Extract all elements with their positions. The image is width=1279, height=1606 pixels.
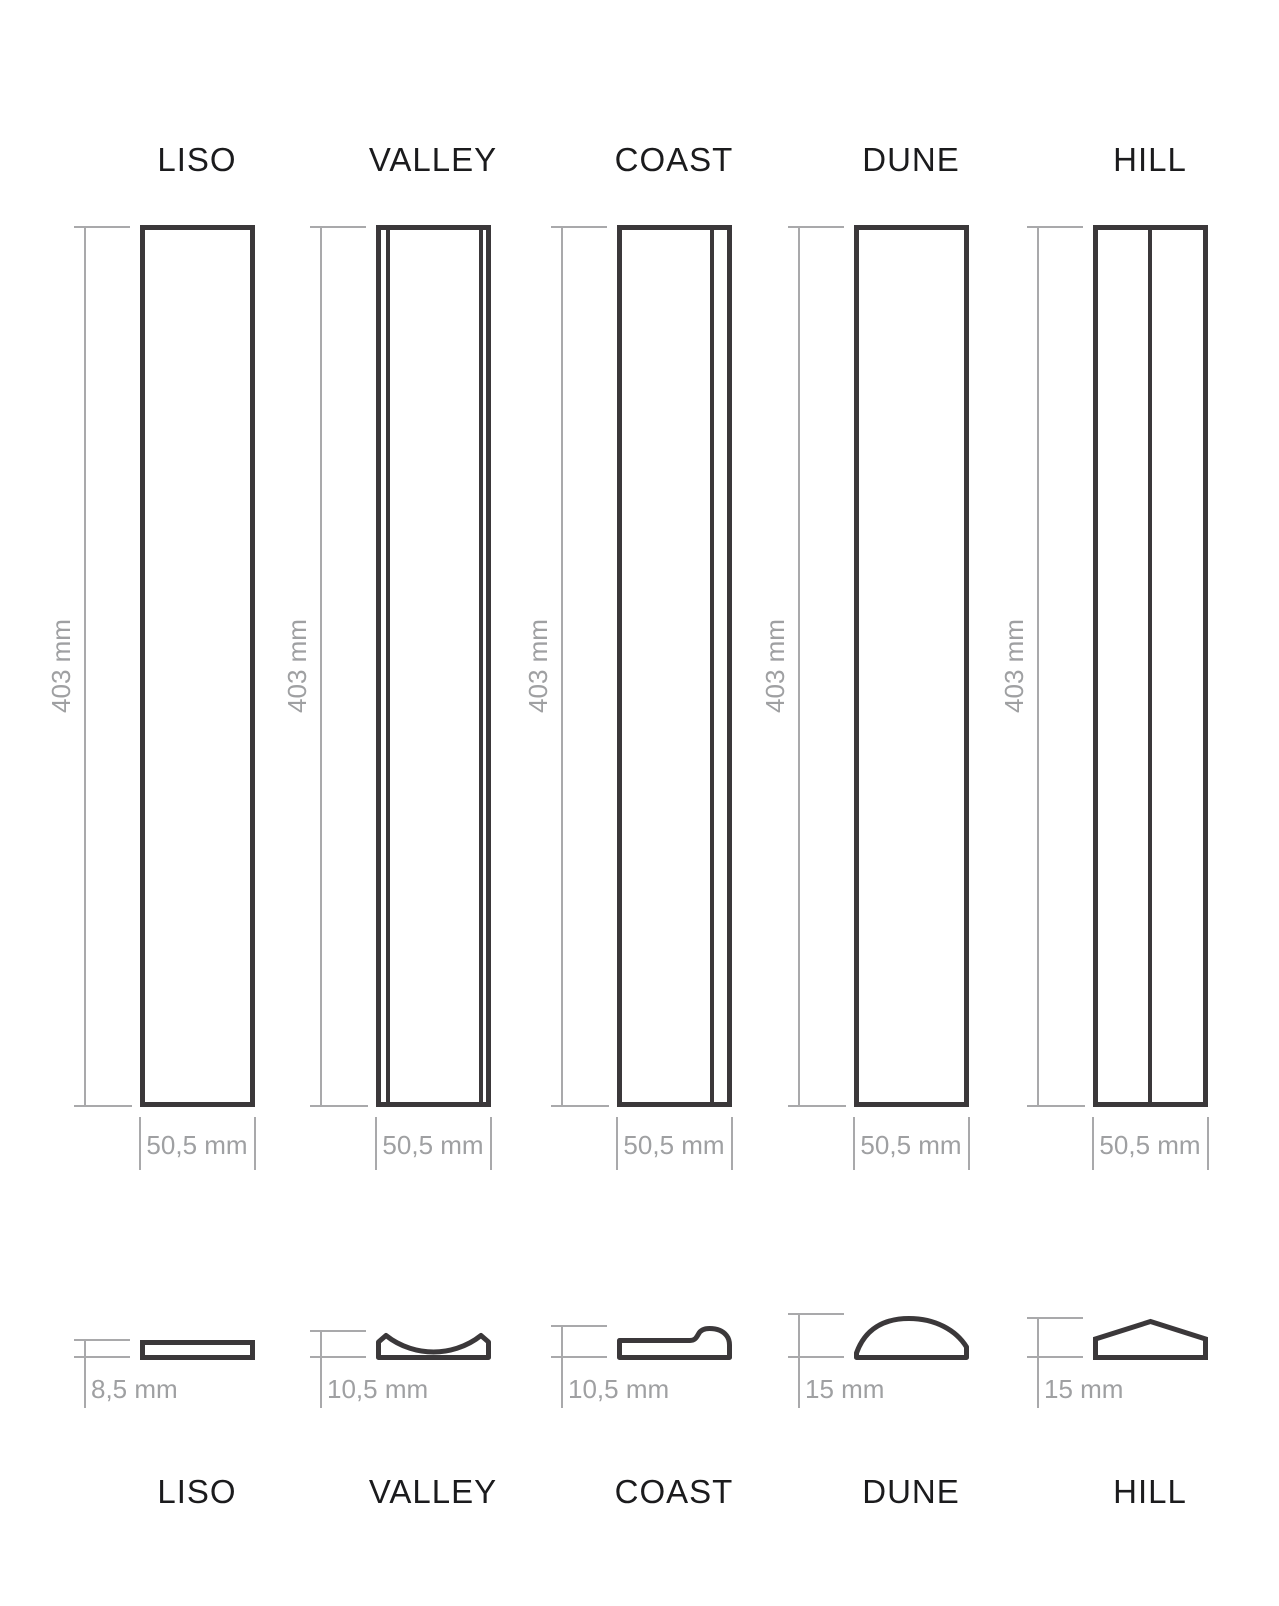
height-dimension-tick-bottom	[788, 1105, 846, 1107]
valley-edge-line-left	[386, 230, 390, 1102]
thickness-dimension-tick-top	[1027, 1317, 1083, 1319]
front-view-valley	[376, 225, 491, 1107]
front-view-hill	[1093, 225, 1208, 1107]
height-dimension-tick-top	[1027, 226, 1083, 228]
height-dimension-label: 403 mm	[523, 619, 553, 713]
thickness-dimension-tick-bottom	[310, 1356, 366, 1358]
height-dimension-line	[1037, 226, 1039, 1107]
height-dimension-tick-bottom	[74, 1105, 132, 1107]
height-dimension-tick-top	[551, 226, 607, 228]
width-dimension-label: 50,5 mm	[623, 1130, 725, 1160]
thickness-dimension-tick-bottom	[1027, 1356, 1083, 1358]
height-dimension-tick-top	[788, 226, 844, 228]
profile-view-liso	[140, 1340, 255, 1360]
height-dimension-tick-top	[74, 226, 130, 228]
height-dimension-line	[320, 226, 322, 1107]
valley-edge-line-right	[479, 230, 483, 1102]
profile-shape-hill	[1095, 1322, 1205, 1358]
thickness-dimension-tick-bottom	[788, 1356, 844, 1358]
tile-column-liso	[46, 0, 322, 1606]
tile-column-coast	[523, 0, 799, 1606]
thickness-dimension-label: 15 mm	[1044, 1374, 1124, 1404]
height-dimension-tick-bottom	[310, 1105, 368, 1107]
thickness-dimension-label: 10,5 mm	[327, 1374, 429, 1404]
tile-name-bottom: DUNE	[862, 1473, 960, 1510]
tile-name-top: DUNE	[862, 141, 960, 178]
front-view-dune	[854, 225, 969, 1107]
thickness-dimension-tick-top	[74, 1339, 130, 1341]
front-view-coast	[617, 225, 732, 1107]
width-dimension-label: 50,5 mm	[382, 1130, 484, 1160]
width-dimension-label: 50,5 mm	[146, 1130, 248, 1160]
height-dimension-tick-bottom	[1027, 1105, 1085, 1107]
thickness-dimension-tick-top	[788, 1313, 844, 1315]
front-view-liso	[140, 225, 255, 1107]
width-dimension-label: 50,5 mm	[1099, 1130, 1201, 1160]
height-dimension-label: 403 mm	[760, 619, 790, 713]
tile-name-bottom: LISO	[157, 1473, 237, 1510]
tile-name-top: HILL	[1113, 141, 1187, 178]
height-dimension-line	[561, 226, 563, 1107]
thickness-dimension-line	[561, 1326, 563, 1408]
profile-view-hill	[1093, 1318, 1208, 1360]
thickness-dimension-line	[1037, 1318, 1039, 1408]
profile-shape-dune	[856, 1319, 966, 1358]
tile-name-top: COAST	[614, 141, 734, 178]
thickness-dimension-line	[84, 1340, 86, 1408]
height-dimension-label: 403 mm	[282, 619, 312, 713]
profile-shape-coast	[619, 1329, 729, 1358]
height-dimension-tick-bottom	[551, 1105, 609, 1107]
thickness-dimension-line	[798, 1314, 800, 1408]
thickness-dimension-tick-bottom	[551, 1356, 607, 1358]
thickness-dimension-tick-top	[551, 1325, 607, 1327]
coast-lip-line-right	[710, 230, 715, 1102]
tile-name-top: LISO	[157, 141, 237, 178]
profile-view-coast	[617, 1326, 732, 1360]
tile-name-top: VALLEY	[368, 141, 498, 178]
tile-name-bottom: VALLEY	[368, 1473, 498, 1510]
height-dimension-label: 403 mm	[46, 619, 76, 713]
profile-view-valley	[376, 1331, 491, 1360]
thickness-dimension-tick-top	[310, 1330, 366, 1332]
thickness-dimension-tick-bottom	[74, 1356, 130, 1358]
height-dimension-line	[798, 226, 800, 1107]
thickness-dimension-label: 15 mm	[805, 1374, 885, 1404]
thickness-dimension-label: 8,5 mm	[91, 1374, 178, 1404]
tile-column-dune	[760, 0, 1036, 1606]
profile-view-dune	[854, 1314, 969, 1360]
hill-ridge-line-center	[1148, 230, 1153, 1102]
tile-name-bottom: COAST	[614, 1473, 734, 1510]
tile-column-valley	[282, 0, 558, 1606]
thickness-dimension-line	[320, 1331, 322, 1408]
height-dimension-line	[84, 226, 86, 1107]
tile-column-hill	[999, 0, 1275, 1606]
profile-shape-valley	[378, 1336, 488, 1358]
width-dimension-label: 50,5 mm	[860, 1130, 962, 1160]
tile-name-bottom: HILL	[1113, 1473, 1187, 1510]
height-dimension-label: 403 mm	[999, 619, 1029, 713]
height-dimension-tick-top	[310, 226, 366, 228]
thickness-dimension-label: 10,5 mm	[568, 1374, 670, 1404]
profile-shape-flat	[142, 1343, 252, 1358]
